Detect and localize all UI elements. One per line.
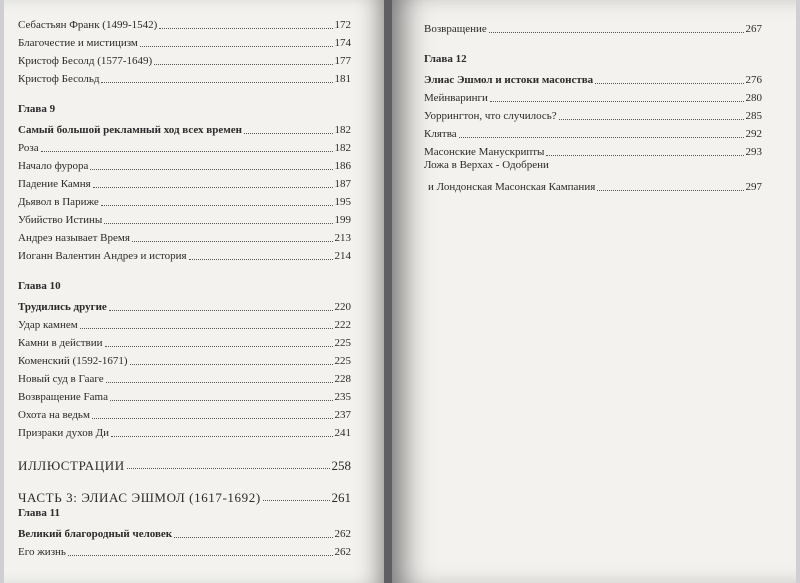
toc-entry xyxy=(18,119,351,137)
toc-entry xyxy=(18,50,351,68)
entry-title: Элиас Эшмол и истоки масонства xyxy=(424,74,594,86)
right-page xyxy=(392,0,796,583)
entry-page: 267 xyxy=(745,23,762,35)
entry-title: Кристоф Бесольд xyxy=(18,73,100,85)
entry-title: Самый большой рекламный ход всех времен xyxy=(18,124,242,136)
toc-entry xyxy=(424,18,762,36)
leader-dots xyxy=(263,500,330,501)
leader-dots xyxy=(189,259,333,260)
entry-title: ИЛЛЮСТРАЦИИ xyxy=(18,458,125,473)
entry-title: Мейнваринги xyxy=(424,92,488,104)
entry-page: 262 xyxy=(334,546,351,558)
leader-dots xyxy=(140,46,333,47)
toc-entry xyxy=(424,69,762,87)
entry-title: Удар камнем xyxy=(18,319,78,331)
entry-title: Коменский (1592-1671) xyxy=(18,355,128,367)
leader-dots xyxy=(159,28,332,29)
toc-entry xyxy=(18,32,351,50)
entry-title: Трудились другие xyxy=(18,301,107,313)
leader-dots xyxy=(132,241,333,242)
entry-page: 199 xyxy=(334,214,351,226)
toc-entry xyxy=(18,350,351,368)
toc-entry xyxy=(424,105,762,123)
toc-entry xyxy=(18,68,351,86)
leader-dots xyxy=(109,310,333,311)
toc-entry xyxy=(424,141,762,159)
toc-entry xyxy=(18,314,351,332)
entry-title: Начало фурора xyxy=(18,160,89,172)
leader-dots xyxy=(101,205,333,206)
entry-title: и Лондонская Масонская Кампания xyxy=(428,181,596,193)
toc-entry xyxy=(424,123,762,141)
leader-dots xyxy=(93,187,333,188)
chapter-heading: Глава 10 xyxy=(18,280,61,292)
entry-title: Призраки духов Ди xyxy=(18,427,110,439)
spacer xyxy=(18,263,351,277)
entry-page: 182 xyxy=(334,142,351,154)
toc-entry xyxy=(18,209,351,227)
spacer xyxy=(18,86,351,100)
entry-page: 228 xyxy=(334,373,351,385)
toc-entry xyxy=(18,422,351,440)
entry-title: Охота на ведьм xyxy=(18,409,90,421)
toc-entry xyxy=(18,296,351,314)
toc-entry xyxy=(18,523,351,541)
entry-page: 258 xyxy=(331,458,351,473)
entry-title: Кристоф Бесолд (1577-1649) xyxy=(18,55,153,67)
toc-right xyxy=(424,18,762,194)
chapter-heading: Глава 9 xyxy=(18,103,56,115)
leader-dots xyxy=(490,101,744,102)
toc-entry xyxy=(18,404,351,422)
entry-title: Камни в действии xyxy=(18,337,103,349)
toc-entry xyxy=(18,368,351,386)
spacer xyxy=(18,440,351,448)
entry-title: Дьявол в Париже xyxy=(18,196,99,208)
entry-page: 177 xyxy=(334,55,351,67)
leader-dots xyxy=(597,190,743,191)
leader-dots xyxy=(154,64,332,65)
leader-dots xyxy=(546,155,743,156)
toc-entry-line1: Ложа в Верхах - Одобрени xyxy=(424,159,549,171)
toc-entry xyxy=(424,176,762,194)
entry-page: 182 xyxy=(334,124,351,136)
toc-entry xyxy=(424,87,762,105)
entry-page: 225 xyxy=(334,355,351,367)
entry-page: 293 xyxy=(745,146,762,158)
entry-page: 235 xyxy=(334,391,351,403)
left-page xyxy=(4,0,384,583)
toc-entry xyxy=(18,173,351,191)
toc-entry xyxy=(18,332,351,350)
entry-title: ЧАСТЬ 3: ЭЛИАС ЭШМОЛ (1617-1692) xyxy=(18,490,261,505)
entry-page: 225 xyxy=(334,337,351,349)
entry-page: 214 xyxy=(334,250,351,262)
leader-dots xyxy=(244,133,333,134)
entry-title: Уоррингтон, что случилось? xyxy=(424,110,557,122)
toc-entry-illustrations xyxy=(18,448,351,472)
entry-page: 297 xyxy=(745,181,762,193)
spacer xyxy=(18,472,351,480)
entry-title: Благочестие и мистицизм xyxy=(18,37,138,49)
leader-dots xyxy=(459,137,744,138)
leader-dots xyxy=(559,119,744,120)
toc-entry xyxy=(18,541,351,559)
leader-dots xyxy=(80,328,333,329)
leader-dots xyxy=(110,400,333,401)
toc-entry-part xyxy=(18,480,351,504)
chapter-heading: Глава 12 xyxy=(424,53,467,65)
entry-page: 276 xyxy=(745,74,762,86)
toc-entry xyxy=(18,155,351,173)
toc-entry xyxy=(18,14,351,32)
entry-page: 292 xyxy=(745,128,762,140)
entry-title: Возвращение xyxy=(424,23,487,35)
spacer xyxy=(424,36,762,50)
entry-page: 285 xyxy=(745,110,762,122)
leader-dots xyxy=(127,468,330,469)
leader-dots xyxy=(106,382,333,383)
toc-entry xyxy=(18,191,351,209)
entry-title: Иоганн Валентин Андреэ и история xyxy=(18,250,187,262)
leader-dots xyxy=(595,83,743,84)
entry-page: 174 xyxy=(334,37,351,49)
entry-page: 222 xyxy=(334,319,351,331)
entry-title: Андреэ называет Время xyxy=(18,232,130,244)
entry-title: Роза xyxy=(18,142,39,154)
leader-dots xyxy=(101,82,332,83)
leader-dots xyxy=(68,555,333,556)
entry-title: Клятва xyxy=(424,128,457,140)
entry-title: Новый суд в Гааге xyxy=(18,373,104,385)
entry-page: 187 xyxy=(334,178,351,190)
entry-title: Возвращение Fama xyxy=(18,391,108,403)
entry-page: 241 xyxy=(334,427,351,439)
entry-page: 280 xyxy=(745,92,762,104)
entry-title: Масонские Манускрипты xyxy=(424,146,545,158)
entry-title: Убийство Истины xyxy=(18,214,103,226)
leader-dots xyxy=(489,32,744,33)
entry-page: 181 xyxy=(334,73,351,85)
leader-dots xyxy=(41,151,333,152)
entry-page: 213 xyxy=(334,232,351,244)
entry-page: 195 xyxy=(334,196,351,208)
leader-dots xyxy=(174,537,332,538)
entry-title: Падение Камня xyxy=(18,178,91,190)
entry-page: 262 xyxy=(334,528,351,540)
entry-page: 261 xyxy=(331,490,351,505)
leader-dots xyxy=(104,223,332,224)
leader-dots xyxy=(130,364,333,365)
toc-entry xyxy=(18,227,351,245)
toc-entry xyxy=(18,386,351,404)
book-gutter xyxy=(384,0,392,583)
entry-title: Великий благородный человек xyxy=(18,528,173,540)
leader-dots xyxy=(111,436,332,437)
entry-page: 172 xyxy=(334,19,351,31)
entry-title: Себастьян Франк (1499-1542) xyxy=(18,19,158,31)
entry-page: 237 xyxy=(334,409,351,421)
toc-entry xyxy=(18,245,351,263)
entry-page: 220 xyxy=(334,301,351,313)
leader-dots xyxy=(105,346,333,347)
leader-dots xyxy=(92,418,333,419)
chapter-heading: Глава 11 xyxy=(18,507,61,519)
entry-title: Его жизнь xyxy=(18,546,66,558)
toc-entry xyxy=(18,137,351,155)
leader-dots xyxy=(90,169,332,170)
toc-left xyxy=(18,14,351,559)
entry-page: 186 xyxy=(334,160,351,172)
